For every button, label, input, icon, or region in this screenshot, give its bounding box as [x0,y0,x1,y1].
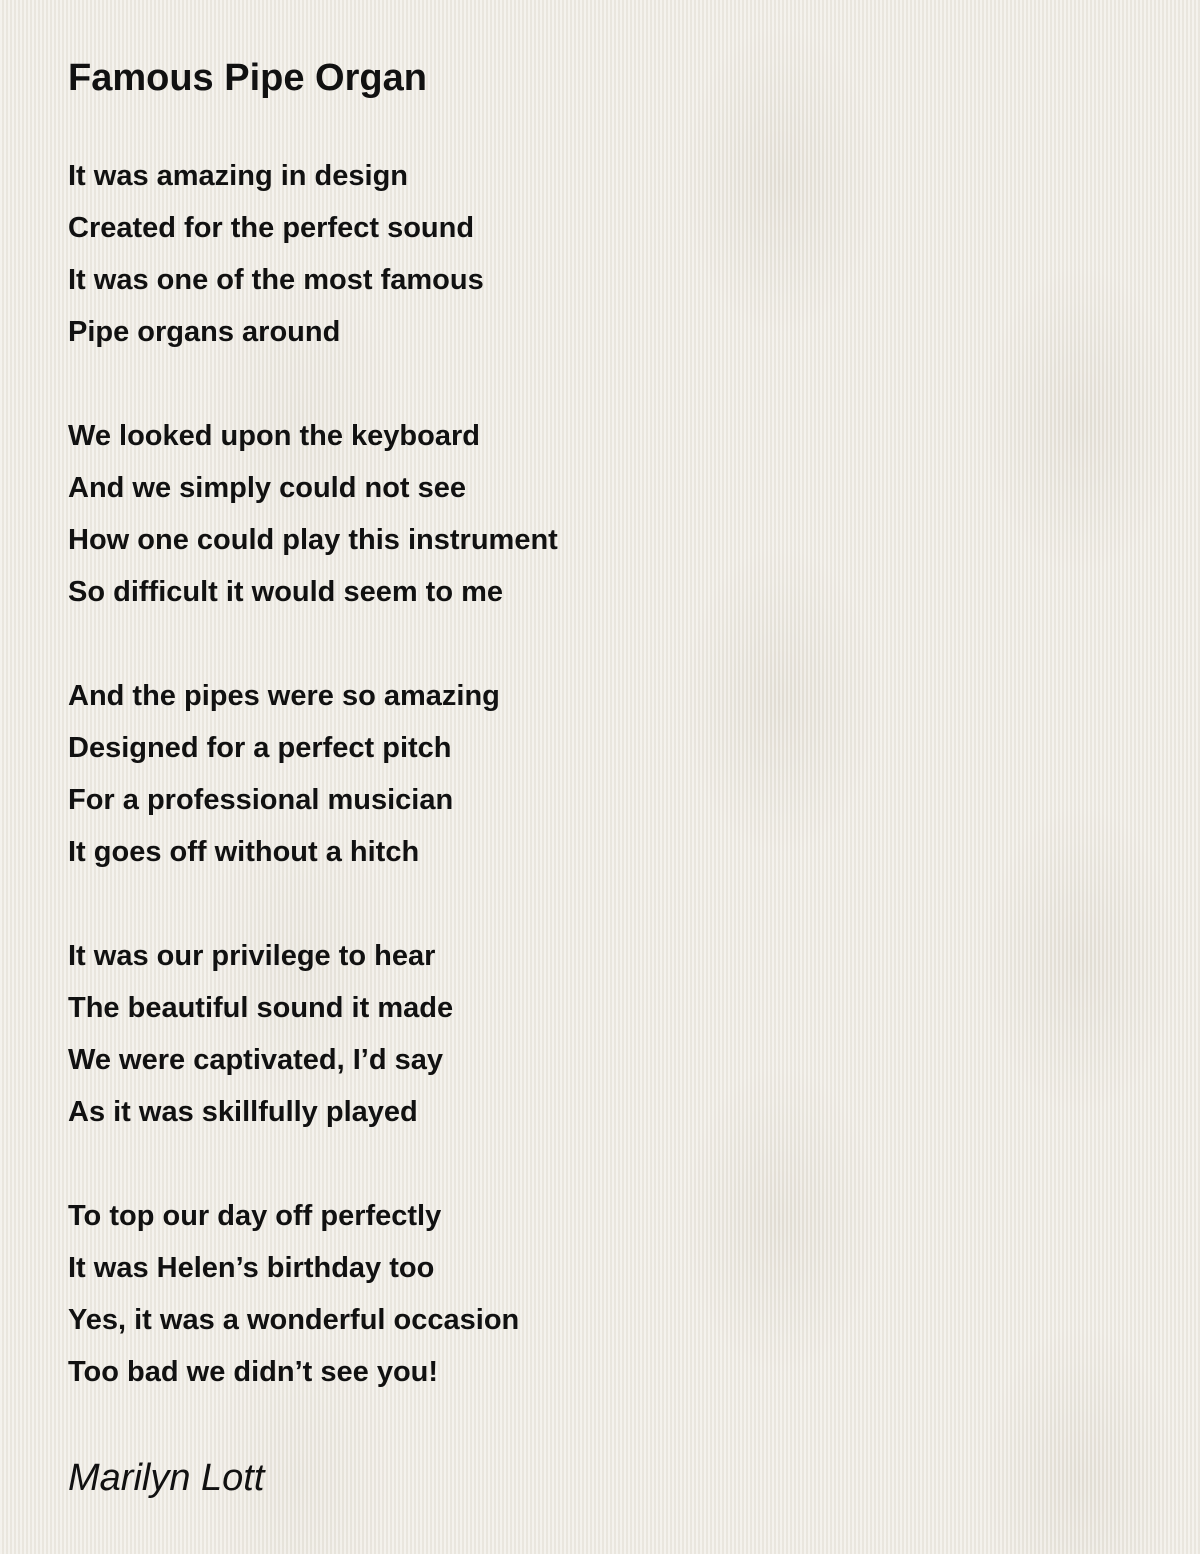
poem-line: The beautiful sound it made [68,992,454,1024]
poem-line: Too bad we didn’t see you! [68,1356,439,1388]
poem-line: Designed for a perfect pitch [68,732,452,764]
poem-line: Yes, it was a wonderful occasion [68,1304,520,1336]
poem-line: Created for the perfect sound [68,212,475,244]
poem-line: It was our privilege to hear [68,940,436,972]
stanza [68,930,1148,1138]
poem-line: And the pipes were so amazing [68,680,500,712]
poem-author: Marilyn Lott [68,1457,265,1499]
poem-line: To top our day off perfectly [68,1200,442,1232]
poem-line: We were captivated, I’d say [68,1044,444,1076]
poem-line: For a professional musician [68,784,454,816]
poem [68,52,1148,1450]
poem-line: It was amazing in design [68,160,409,192]
stanza [68,150,1148,358]
stanza [68,410,1148,618]
stanza [68,1190,1148,1398]
poem-body [68,150,1148,1398]
poem-line: And we simply could not see [68,472,467,504]
poem-line: So difficult it would seem to me [68,576,504,608]
poem-line: It goes off without a hitch [68,836,420,868]
poem-line: How one could play this instrument [68,524,558,556]
stanza [68,670,1148,878]
poem-line: Pipe organs around [68,316,341,348]
poem-line: It was Helen’s birthday too [68,1252,435,1284]
poem-line: It was one of the most famous [68,264,484,296]
poem-line: As it was skillfully played [68,1096,418,1128]
poem-line: We looked upon the keyboard [68,420,480,452]
poem-title: Famous Pipe Organ [68,57,427,99]
